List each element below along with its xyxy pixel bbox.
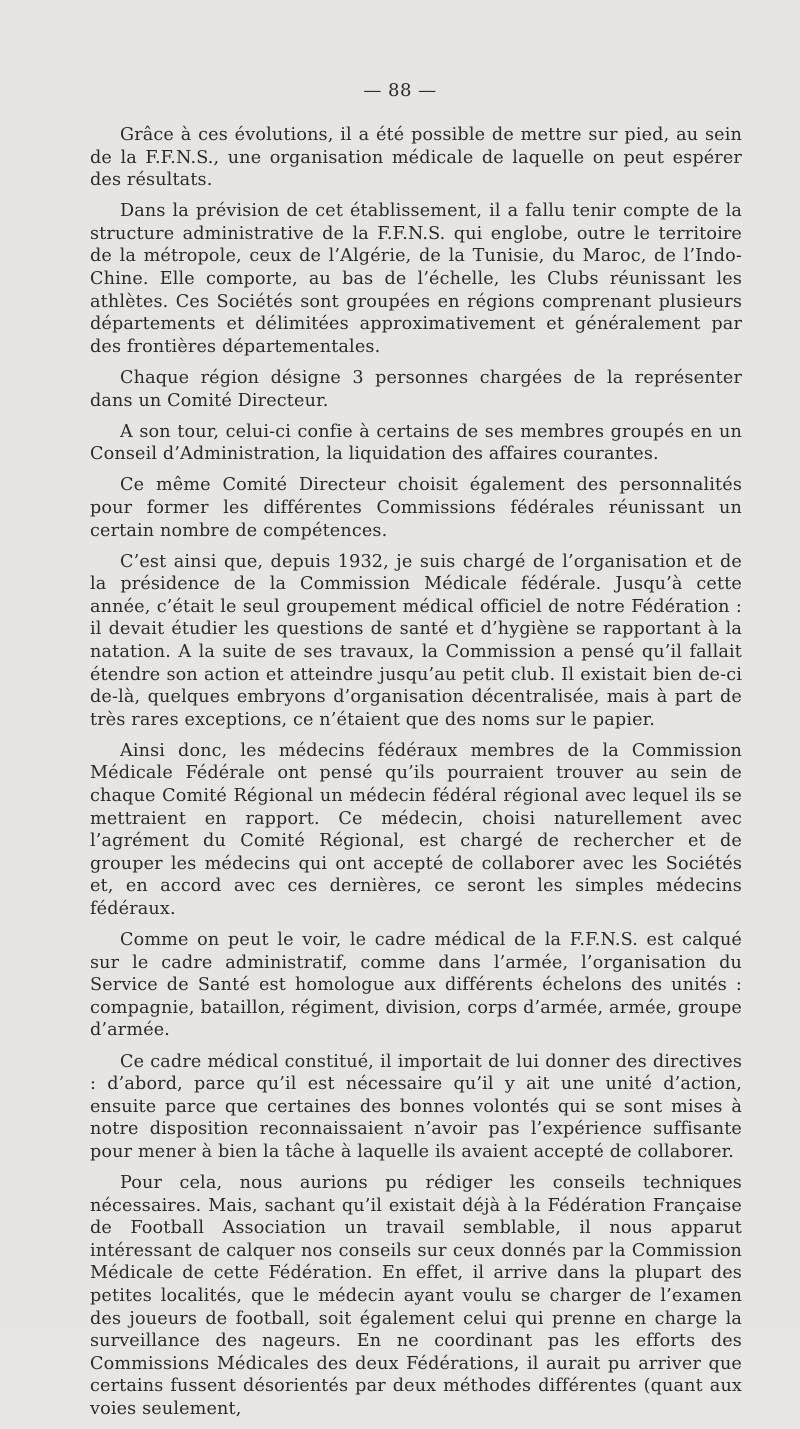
paragraph: Pour cela, nous aurions pu rédiger les conseils techniques nécessaires. Mais, sachant qu’il existait déjà à la Fédération Française de Football Association un travail semblable, il nous apparut intéressant de calquer nos conseils sur ceux donnés par la Commission Médicale de cette Fédération. En effet, il arrive dans la plupart des petites localités, que le médecin ayant voulu se charger de l’examen des joueurs de football, soit également celui qui prenne en charge la surveillance des nageurs. En ne coordinant pas les efforts des Commissions Médicales des deux Fédérations, il aurait pu arriver que certains fussent désorientés par deux méthodes différentes (quant aux voies seulement, (90, 1173, 742, 1419)
paragraph: Dans la prévision de cet établissement, il a fallu tenir compte de la structure administrative de la F.F.N.S. qui englobe, outre le territoire de la métropole, ceux de l’Algérie, de la Tunisie, du Maroc, de l’Indo-Chine. Elle comporte, au bas de l’échelle, les Clubs réunissant les athlètes. Ces Sociétés sont groupées en régions comprenant plusieurs départements et délimitées approximativement et généralement par des frontières départementales. (90, 201, 742, 357)
body-text (90, 124, 742, 1429)
paragraph: Chaque région désigne 3 personnes chargées de la représenter dans un Comité Directeur. (90, 367, 742, 411)
paragraph: Comme on peut le voir, le cadre médical de la F.F.N.S. est calqué sur le cadre administratif, comme dans l’armée, l’organisation du Service de Santé est homologue aux différents échelons des unités : compagnie, bataillon, régiment, division, corps d’armée, armée, groupe d’armée. (90, 930, 742, 1041)
paragraph: Ce même Comité Directeur choisit également des personnalités pour former les différentes Commissions fédérales réunissant un certain nombre de compétences. (90, 475, 742, 541)
paragraph: A son tour, celui-ci confie à certains de ses membres groupés en un Conseil d’Administration, la liquidation des affaires courantes. (90, 421, 742, 465)
paragraph: Ainsi donc, les médecins fédéraux membres de la Commission Médicale Fédérale ont pensé qu’ils pourraient trouver au sein de chaque Comité Régional un médecin fédéral régional avec lequel ils se mettraient en rapport. Ce médecin, choisi naturellement avec l’agrément du Comité Régional, est chargé de rechercher et de grouper les médecins qui ont accepté de collaborer avec les Sociétés et, en accord avec ces dernières, ce seront les simples médecins fédéraux. (90, 740, 742, 919)
paragraph: Grâce à ces évolutions, il a été possible de mettre sur pied, au sein de la F.F.N.S., une organisation médicale de laquelle on peut espérer des résultats. (90, 125, 742, 191)
paragraph: C’est ainsi que, depuis 1932, je suis chargé de l’organisation et de la présidence de la Commission Médicale fédérale. Jusqu’à cette année, c’était le seul groupement médical officiel de notre Fédération : il devait étudier les questions de santé et d’hygiène se rapportant à la natation. A la suite de ses travaux, la Commission a pensé qu’il fallait étendre son action et atteindre jusqu’au petit club. Il existait bien de-ci de-là, quelques embryons d’organisation décentralisée, mais à part de très rares exceptions, ce n’étaient que des noms sur le papier. (90, 551, 742, 730)
page-number: — 88 — (363, 80, 437, 101)
paragraph: Ce cadre médical constitué, il importait de lui donner des directives : d’abord, parce qu’il est nécessaire qu’il y ait une unité d’action, ensuite parce que certaines des bonnes volontés qui se sont mises à notre disposition reconnaissaient n’avoir pas l’expérience suffisante pour mener à bien la tâche à laquelle ils avaient accepté de collaborer. (90, 1051, 742, 1162)
